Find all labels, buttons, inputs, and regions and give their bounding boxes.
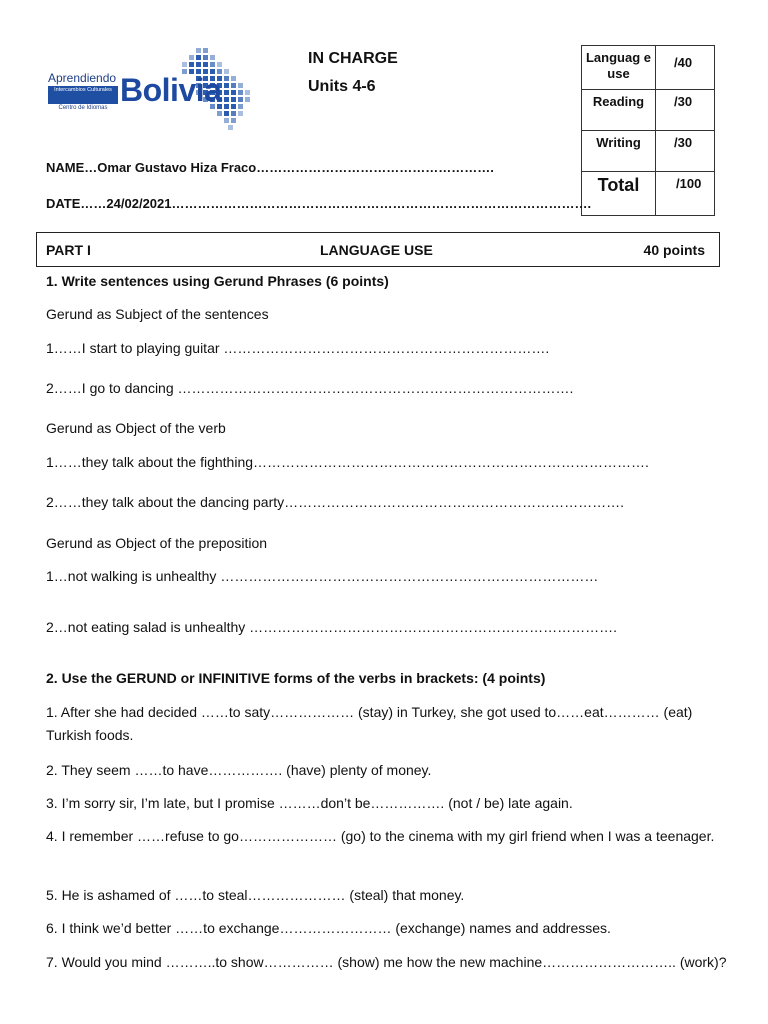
answer-line[interactable]: 1……I start to playing guitar ……………………………………………………………. [46,340,550,356]
group-subheading: Gerund as Object of the preposition [46,535,268,551]
section-2-heading: 2. Use the GERUND or INFINITIVE forms of the verbs in brackets: (4 points) [46,670,546,686]
score-value: /30 [656,131,715,172]
score-label: Total [582,172,656,216]
answer-line[interactable]: 1……they talk about the fighthing…………………………………………………………………………. [46,454,649,470]
student-name-field[interactable]: NAME…Omar Gustavo Hiza Fraco………………………………………………. [46,160,494,175]
group-subheading: Gerund as Subject of the sentences [46,306,269,322]
exam-date-field[interactable]: DATE……24/02/2021……………………………………………………………………………………. [46,196,592,211]
exam-title: IN CHARGE [308,50,398,67]
score-table [581,45,715,216]
answer-line[interactable]: 1…not walking is unhealthy ……………………………………………………………………… [46,568,599,584]
exercise-item[interactable]: 7. Would you mind ………..to show…………… (show) me how the new machine……………………….. (work)? [46,954,727,970]
exam-units: Units 4-6 [308,78,376,95]
score-label: Reading [582,90,656,131]
logo-band-text: Intercambios Culturales [48,86,118,104]
part-title: LANGUAGE USE [320,242,433,258]
part-points: 40 points [643,242,705,258]
answer-line[interactable]: 2……I go to dancing …………………………………………………………………………. [46,380,574,396]
exercise-item[interactable]: 1. After she had decided ……to saty……………… (stay) in Turkey, she got used to……eat………… (eat) Turkish foods. [46,704,693,743]
part-label: PART I [46,242,91,258]
section-1-heading: 1. Write sentences using Gerund Phrases (6 points) [46,273,389,289]
score-value: /40 [656,46,715,90]
score-row [582,46,715,90]
exercise-item[interactable]: 3. I’m sorry sir, I’m late, but I promise ………don’t be……………. (not / be) late again. [46,795,573,811]
logo-small-text: Aprendiendo [48,71,117,85]
logo-sub-text: Centro de Idiomas [58,105,108,111]
part-header [36,232,720,267]
score-row [582,172,715,216]
score-label: Languag e use [582,46,656,90]
exercise-item[interactable]: 5. He is ashamed of ……to steal………………… (steal) that money. [46,887,465,903]
exercise-item[interactable]: 6. I think we’d better ……to exchange…………………… (exchange) names and addresses. [46,920,611,936]
answer-line[interactable]: 2……they talk about the dancing party………………………………………………………………. [46,494,625,510]
score-row [582,131,715,172]
school-logo [46,46,260,132]
logo-brand-text: Bolivia [120,72,222,108]
group-subheading: Gerund as Object of the verb [46,420,226,436]
score-value: /30 [656,90,715,131]
score-value: /100 [656,172,715,216]
score-row [582,90,715,131]
exercise-item[interactable]: 4. I remember ……refuse to go………………… (go) to the cinema with my girl friend when I was a teenager. [46,828,715,844]
score-label: Writing [582,131,656,172]
answer-line[interactable]: 2…not eating salad is unhealthy ……………………………………………………………………. [46,619,618,635]
exercise-item[interactable]: 2. They seem ……to have……………. (have) plenty of money. [46,762,432,778]
